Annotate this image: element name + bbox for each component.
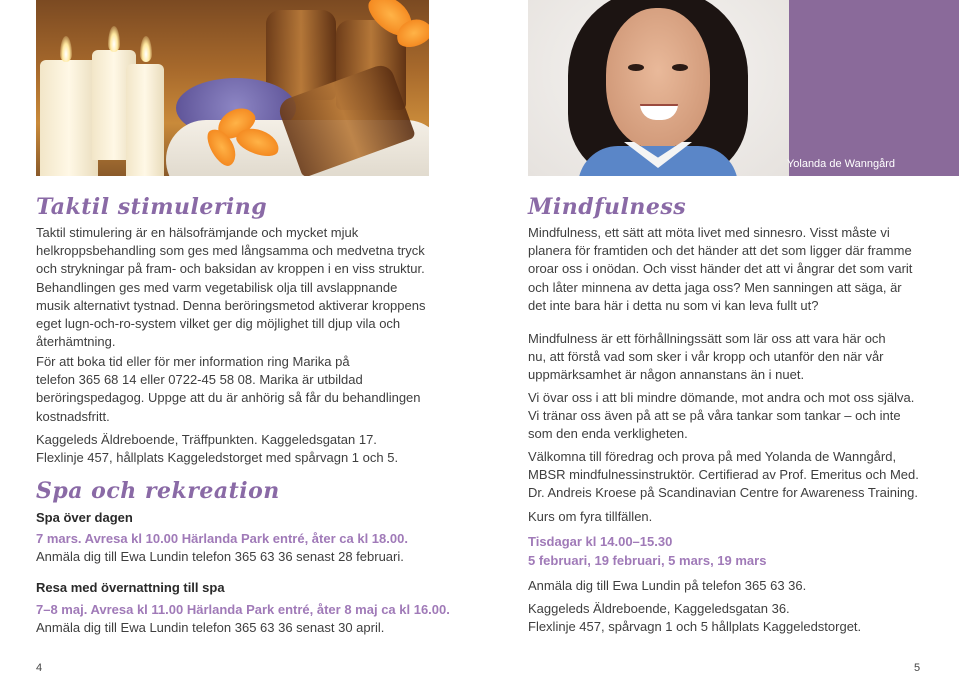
address: Kaggeleds Äldreboende, Kaggeledsgatan 36. Flexlinje 457, spårvagn 1 och 5 hållplats Kaggeledstorget. (528, 601, 862, 635)
spa-night-signup: Anmäla dig till Ewa Lundin telefon 365 63 36 senast 30 april. (36, 620, 385, 635)
schedule-time: Tisdagar kl 14.00–15.30 (528, 534, 673, 549)
mindfulness-para1: Mindfulness, ett sätt att möta livet med sinnesro. Visst måste vi planera för framtiden och det händer att det som ligger där framme oroar oss i onödan. Och visst händer det att vi ångrar det som varit och låter minnena av detta jaga oss? Men sanningen att säga, är det inte bara här i detta nu som vi kan leva fullt ut? (528, 225, 913, 313)
heading-taktil: Taktil stimulering (36, 194, 268, 220)
mindfulness-para3: Vi övar oss i att bli mindre dömande, mot andra och mot oss själva. Vi tränar oss även på att se på våra tankar som tankar – och inte som den enda verkligheten. (528, 390, 915, 442)
schedule-dates: 5 februari, 19 februari, 5 mars, 19 mars (528, 553, 767, 568)
taktil-para2: För att boka tid eller för mer information ring Marika på telefon 365 68 14 eller 0722-45 58 08. Marika är utbildad beröringspedagog. Uppge att du är anhörig så får du behandlingen kostnadsfritt. (36, 354, 421, 424)
taktil-para1: Taktil stimulering är en hälsofrämjande och mycket mjuk helkroppsbehandling som ges med långsamma och medvetna tryck och strykningar på fram- och baksidan av kroppen i en viss struktur. Behandlingen ges med varm vegetabilisk olja till avslappnande musik alternativt tystnad. Denna beröringsmetod aktiverar kroppens eget lugn-och-ro-system vilket ger dig möjlighet till djup vila och återhämtning. (36, 225, 426, 350)
spa-day-date: 7 mars. Avresa kl 10.00 Härlanda Park entré, åter ca kl 18.00. (36, 531, 408, 546)
taktil-para3: Kaggeleds Äldreboende, Träffpunkten. Kaggeledsgatan 17. Flexlinje 457, hållplats Kaggeledstorget med spårvagn 1 och 5. (36, 432, 399, 466)
portrait-photo (528, 0, 789, 176)
page-number-left: 4 (36, 662, 43, 674)
purple-bar (786, 0, 959, 176)
spa-night-date: 7–8 maj. Avresa kl 11.00 Härlanda Park entré, åter 8 maj ca kl 16.00. (36, 602, 450, 617)
page-number-right: 5 (914, 662, 921, 674)
spa-candles-photo (36, 0, 429, 176)
mindfulness-para4: Välkomna till föredrag och prova på med Yolanda de Wanngård, MBSR mindfulnessinstruktör. Certifierad av Prof. Emeritus och Med. Dr. Andreis Kroese på Scandinavian Centre for Awareness Training. (528, 449, 919, 501)
mindfulness-para2: Mindfulness är ett förhållningssätt som lär oss att vara här och nu, att förstå vad som sker i vår kropp och utanför den när vår uppmärksamhet är någon annanstans än i nuet. (528, 331, 886, 383)
spa-night-title: Resa med övernattning till spa (36, 580, 225, 595)
course-info: Kurs om fyra tillfällen. (528, 509, 653, 524)
signup-info: Anmäla dig till Ewa Lundin på telefon 365 63 36. (528, 578, 807, 593)
heading-mindfulness: Mindfulness (528, 194, 687, 220)
spa-day-signup: Anmäla dig till Ewa Lundin telefon 365 63 36 senast 28 februari. (36, 549, 404, 564)
photo-caption: Yolanda de Wanngård (786, 158, 895, 170)
heading-spa: Spa och rekreation (36, 478, 280, 504)
spa-day-title: Spa över dagen (36, 510, 133, 525)
